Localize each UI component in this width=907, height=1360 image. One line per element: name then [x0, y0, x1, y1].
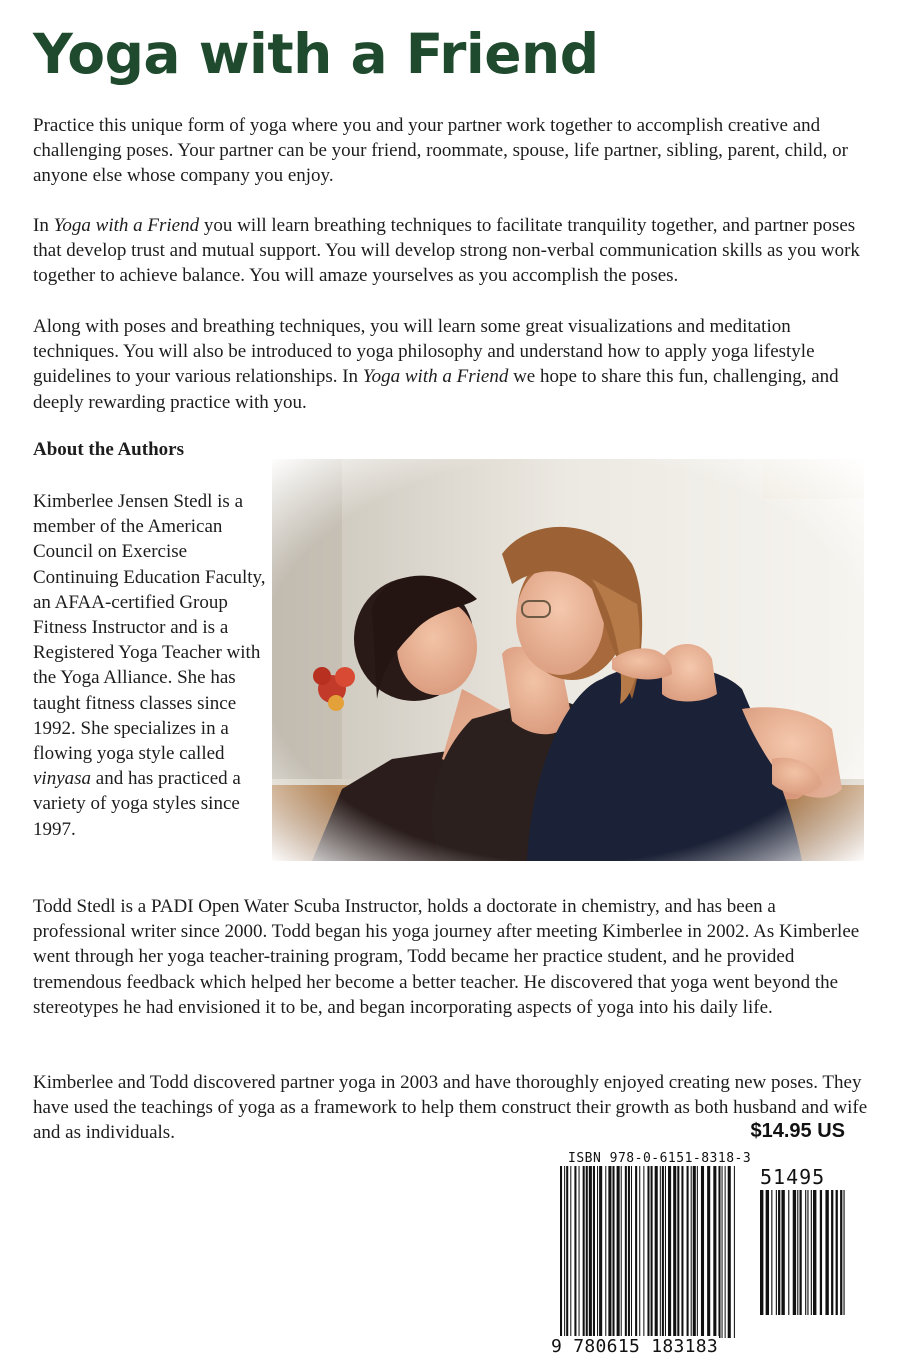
- intro-paragraph-1: Practice this unique form of yoga where you and your partner work together to accomplish creative and challenging poses. Your partner can be your friend, roommate, spouse, life partner, sibling, parent, child, or anyone else whose company you enjoy.: [33, 115, 848, 187]
- barcode-bar: [625, 1166, 627, 1338]
- barcode-bar: [677, 1166, 679, 1338]
- barcode-bar: [579, 1166, 580, 1338]
- intro-paragraph-3-start: Along with poses and breathing techniques, you will learn some great visualizations and meditation techniques. You will also be introduced to yoga philosophy and understand how to apply yoga lifestyle guidelines to your various relationships. In: [33, 316, 815, 388]
- kimberlee-bio-end: and has practiced a variety of yoga styles since 1997.: [33, 768, 241, 840]
- barcode-bar: [570, 1166, 571, 1338]
- barcode-bar: [793, 1190, 796, 1315]
- kimberlee-bio-start: Kimberlee Jensen Stedl is a member of the American Council on Exercise Continuing Education Faculty, an AFAA-certified Group Fitness Instructor and is a Registered Yoga Teacher with the Yoga Alliance. She has taught fitness classes since 1992. She specializes in a flowing yoga style called: [33, 491, 266, 765]
- barcode-bar: [722, 1166, 723, 1338]
- barcode-bar: [673, 1166, 676, 1338]
- intro-paragraph-2-prefix: In: [33, 215, 54, 236]
- barcode-bar: [811, 1190, 812, 1315]
- barcode-bar: [734, 1166, 735, 1338]
- barcode-bar: [778, 1190, 780, 1315]
- barcode-bar: [647, 1166, 649, 1338]
- barcode-bar: [612, 1166, 614, 1338]
- isbn-label: ISBN 978-0-6151-8318-3: [568, 1151, 752, 1166]
- barcode-bar: [586, 1166, 588, 1338]
- isbn-barcode: [560, 1166, 738, 1338]
- barcode-bar: [605, 1166, 606, 1338]
- intro-paragraph-2: [33, 213, 873, 289]
- barcode-bar: [597, 1166, 598, 1338]
- barcode-bar: [564, 1166, 565, 1338]
- authors-together-paragraph: Kimberlee and Todd discovered partner yoga in 2003 and have thoroughly enjoyed creating new poses. They have used the teachings of yoga as a framework to help them construct their growth as both husband and wife and as individuals.: [33, 1072, 868, 1144]
- barcode-bar: [599, 1166, 602, 1338]
- barcode-bar: [687, 1166, 689, 1338]
- barcode-bar: [643, 1166, 644, 1338]
- barcode-bar: [843, 1190, 844, 1315]
- barcode-bar: [655, 1166, 658, 1338]
- barcode-bar: [691, 1166, 692, 1338]
- barcode-bar: [651, 1166, 653, 1338]
- barcode-bar: [560, 1166, 562, 1338]
- barcode-bar: [707, 1166, 710, 1338]
- barcode-bar: [628, 1166, 630, 1338]
- intro-paragraph-3: [33, 314, 873, 415]
- barcode-bar: [760, 1190, 763, 1315]
- book-title-italic: Yoga with a Friend: [53, 215, 200, 236]
- barcode-bar: [781, 1190, 784, 1315]
- barcode-bar: [776, 1190, 777, 1315]
- barcode-bar: [635, 1166, 637, 1338]
- barcode-bar: [799, 1190, 801, 1315]
- barcode-bar: [807, 1190, 808, 1315]
- barcode-bar: [718, 1166, 720, 1338]
- barcode-bar: [797, 1190, 798, 1315]
- barcode-bar: [621, 1166, 622, 1338]
- barcode-bar: [728, 1166, 731, 1338]
- barcode-bar: [662, 1166, 664, 1338]
- barcode-bar: [831, 1190, 833, 1315]
- about-authors-heading: About the Authors: [33, 439, 184, 460]
- barcode-bar: [631, 1166, 632, 1338]
- barcode-bar: [639, 1166, 640, 1338]
- barcode-bar: [660, 1166, 661, 1338]
- barcode-bar: [566, 1166, 568, 1338]
- barcode-bar: [820, 1190, 822, 1315]
- barcode-bar: [583, 1166, 585, 1338]
- book-title: Yoga with a Friend: [33, 22, 599, 86]
- barcode-bar: [725, 1166, 726, 1338]
- barcode-bar: [697, 1166, 698, 1338]
- barcode-bar: [805, 1190, 806, 1315]
- barcode-bar: [788, 1190, 789, 1315]
- intro-paragraph-2-text: you will learn breathing techniques to facilitate tranquility together, and partner poses that develop trust and mutual support. You will develop strong non-verbal communication skills as you work together to achieve balance. You will amaze yourselves as you accomplish the poses.: [33, 215, 860, 287]
- price-label: $14.95 US: [750, 1120, 845, 1142]
- price-barcode: [760, 1190, 848, 1315]
- barcode-bar: [608, 1166, 611, 1338]
- barcode-bar: [771, 1190, 772, 1315]
- price-code-label: 51495: [760, 1165, 826, 1189]
- barcode-digits: 9 780615 183183: [551, 1336, 719, 1357]
- barcode-bar: [813, 1190, 816, 1315]
- authors-photo: [272, 459, 864, 861]
- yoga-style-italic: vinyasa: [33, 768, 92, 790]
- todd-bio: Todd Stedl is a PADI Open Water Scuba Instructor, holds a doctorate in chemistry, and has been a professional writer since 2000. Todd began his yoga journey after meeting Kimberlee in 2002. As Kimberlee went through her yoga teacher-training program, Todd became her practice student, and he provided tremendous feedback which helped her become a better teacher. He discovered that yoga went beyond the stereotypes he had envisioned it to be, and began incorporating aspects of yoga into his daily life.: [33, 896, 860, 1018]
- barcode-bar: [766, 1190, 769, 1315]
- barcode-bar: [825, 1190, 828, 1315]
- barcode-bar: [665, 1166, 666, 1338]
- barcode-bar: [840, 1190, 842, 1315]
- barcode-bar: [589, 1166, 592, 1338]
- book-title-italic: Yoga with a Friend: [362, 366, 509, 388]
- kimberlee-bio: [33, 489, 269, 842]
- barcode-bar: [593, 1166, 595, 1338]
- intro-paragraph-3-end: we hope to share this fun, challenging, and deeply rewarding practice with you.: [33, 366, 839, 413]
- barcode-bar: [681, 1166, 683, 1338]
- barcode-bar: [668, 1166, 671, 1338]
- authors-photo-illustration: [272, 459, 864, 861]
- barcode-bar: [701, 1166, 704, 1338]
- barcode-bar: [617, 1166, 620, 1338]
- barcode-bar: [836, 1190, 838, 1315]
- barcode-bar: [713, 1166, 716, 1338]
- barcode-bar: [693, 1166, 696, 1338]
- barcode-bar: [574, 1166, 576, 1338]
